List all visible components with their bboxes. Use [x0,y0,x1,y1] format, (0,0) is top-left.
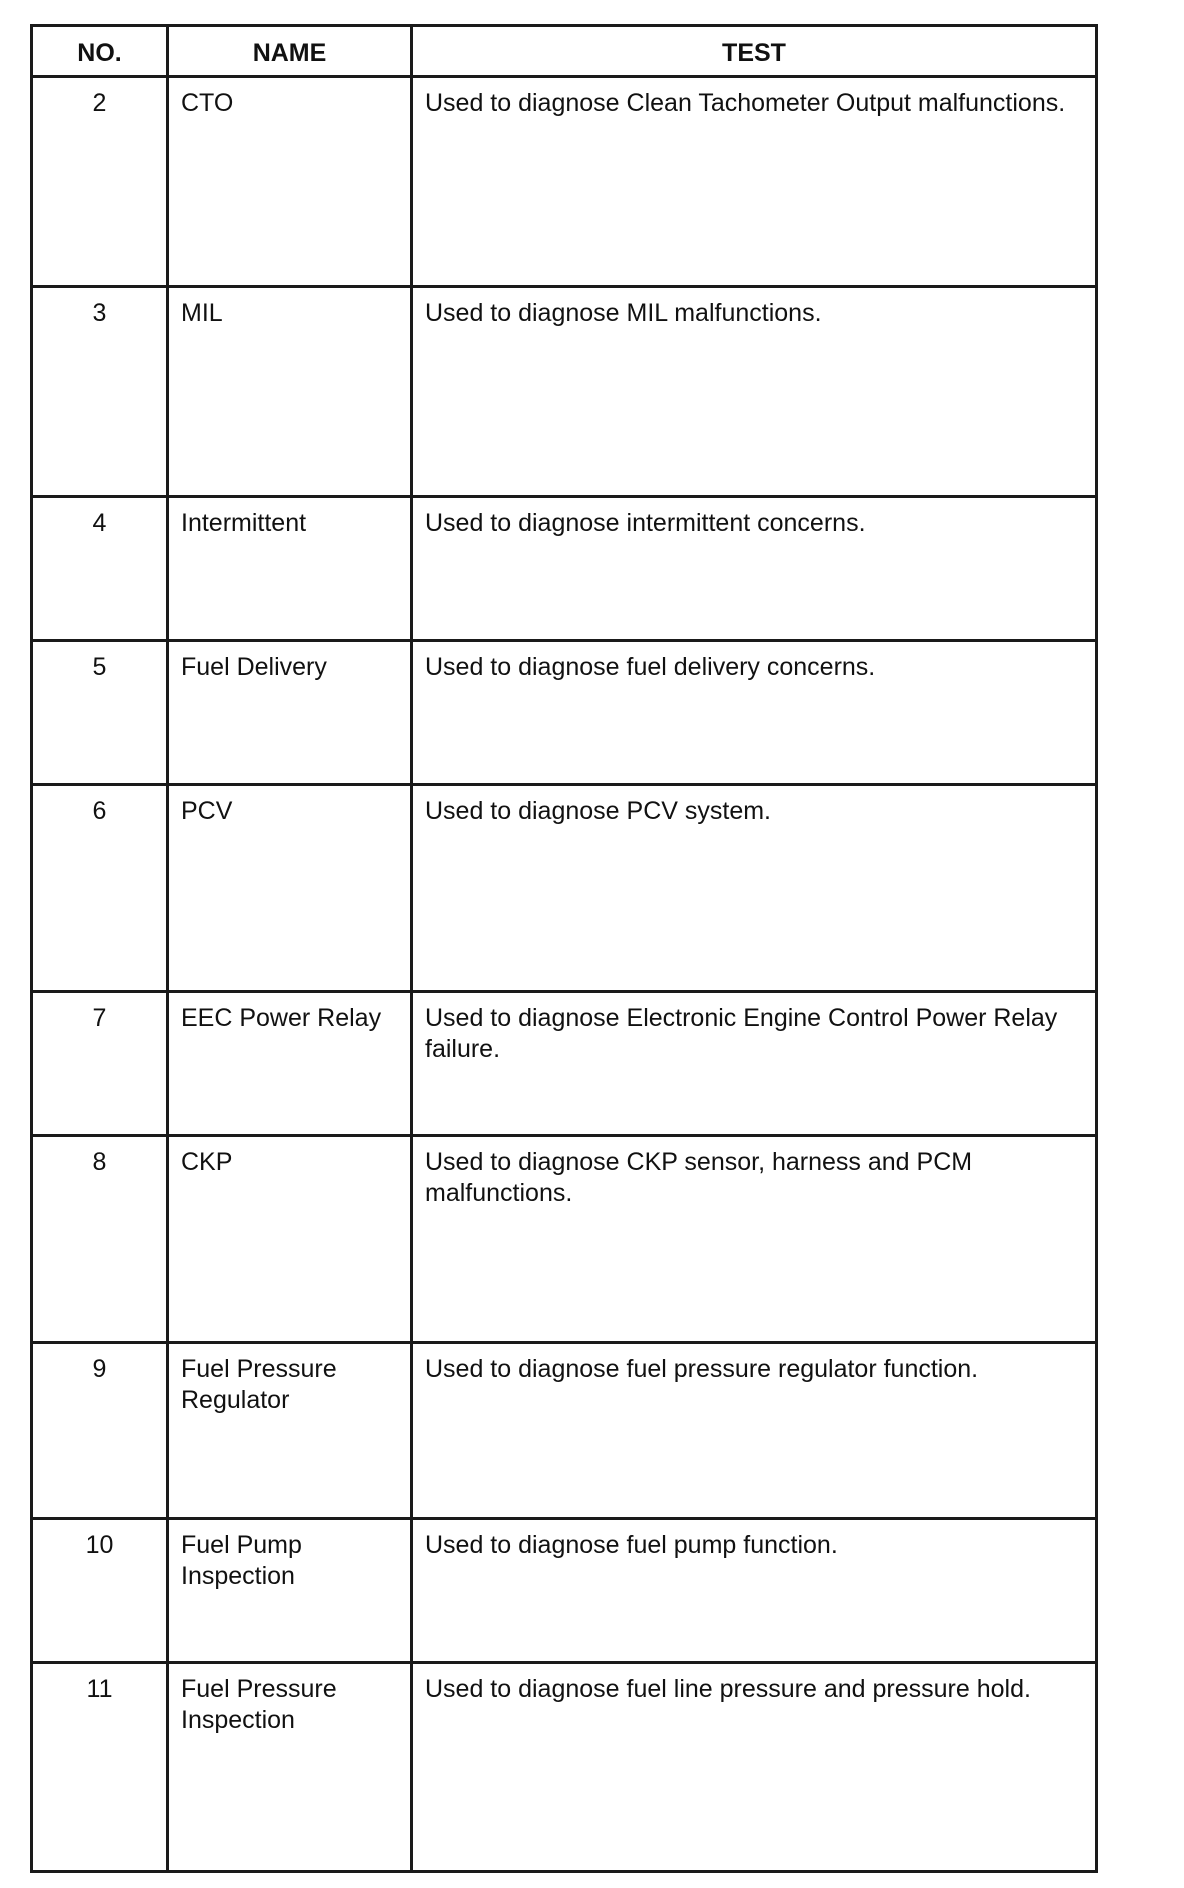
cell-test: Used to diagnose Clean Tachometer Output malfunctions. [412,77,1097,287]
table-row [32,1343,1097,1519]
cell-test: Used to diagnose CKP sensor, harness and PCM malfunctions. [412,1136,1097,1343]
cell-no: 7 [32,992,168,1136]
table-row [32,785,1097,992]
cell-test: Used to diagnose fuel line pressure and pressure hold. [412,1663,1097,1872]
header-name: NAME [168,26,412,77]
header-row [32,26,1097,77]
cell-no: 9 [32,1343,168,1519]
diagnostic-test-table [30,24,1098,1873]
cell-name: Fuel Pressure Inspection [168,1663,412,1872]
cell-name: Fuel Pressure Regulator [168,1343,412,1519]
cell-test: Used to diagnose fuel pump function. [412,1519,1097,1663]
cell-no: 6 [32,785,168,992]
cell-no: 3 [32,287,168,497]
cell-no: 8 [32,1136,168,1343]
cell-name: PCV [168,785,412,992]
cell-no: 11 [32,1663,168,1872]
cell-name: MIL [168,287,412,497]
cell-name: Fuel Delivery [168,641,412,785]
cell-test: Used to diagnose intermittent concerns. [412,497,1097,641]
table-row [32,1136,1097,1343]
cell-no: 5 [32,641,168,785]
table-row [32,641,1097,785]
table-body [32,77,1097,1872]
cell-name: EEC Power Relay [168,992,412,1136]
cell-no: 10 [32,1519,168,1663]
header-no: NO. [32,26,168,77]
cell-no: 2 [32,77,168,287]
cell-test: Used to diagnose PCV system. [412,785,1097,992]
table-row [32,992,1097,1136]
cell-name: CKP [168,1136,412,1343]
cell-test: Used to diagnose Electronic Engine Control Power Relay failure. [412,992,1097,1136]
cell-name: CTO [168,77,412,287]
table-row [32,1663,1097,1872]
cell-test: Used to diagnose fuel pressure regulator function. [412,1343,1097,1519]
table-row [32,1519,1097,1663]
table-header [32,26,1097,77]
cell-test: Used to diagnose MIL malfunctions. [412,287,1097,497]
cell-no: 4 [32,497,168,641]
table-row [32,287,1097,497]
cell-name: Fuel Pump Inspection [168,1519,412,1663]
table-row [32,497,1097,641]
header-test: TEST [412,26,1097,77]
table-row [32,77,1097,287]
cell-name: Intermittent [168,497,412,641]
cell-test: Used to diagnose fuel delivery concerns. [412,641,1097,785]
